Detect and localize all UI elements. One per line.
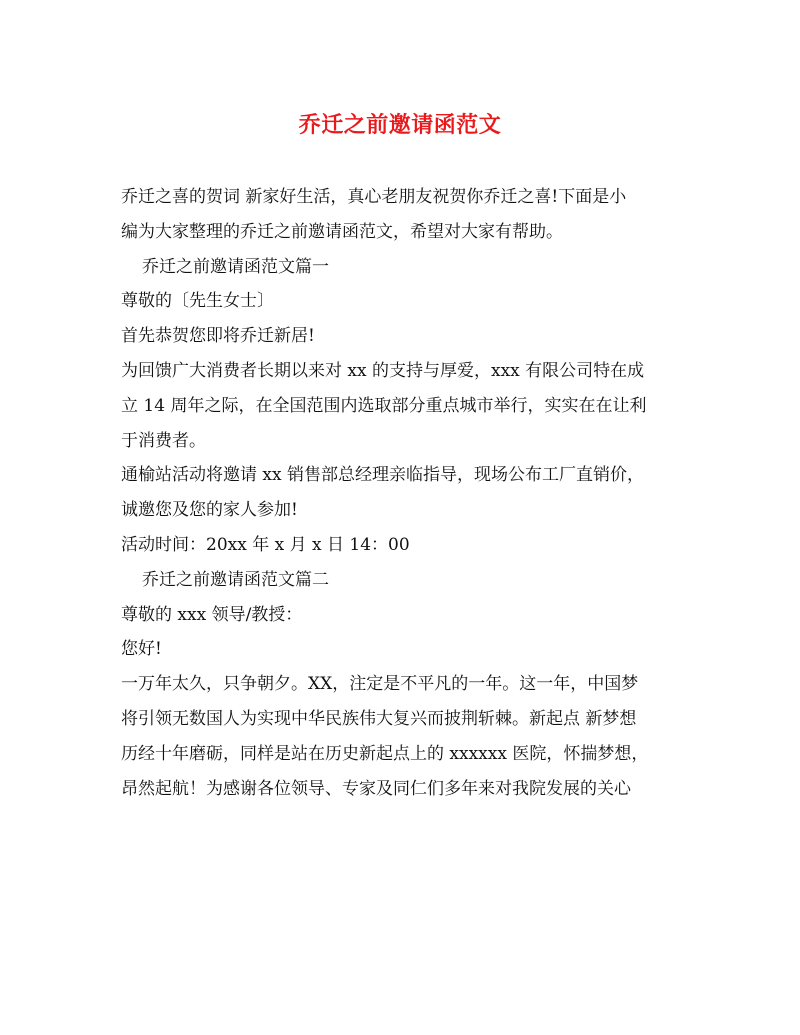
document-body: [121, 180, 693, 806]
paragraph-line: 活动时间：20xx 年 x 月 x 日 14：00: [121, 534, 410, 555]
paragraph-line: 于消费者。: [121, 430, 206, 451]
paragraph-line: 通榆站活动将邀请 xx 销售部总经理亲临指导，现场公布工厂直销价，: [121, 465, 644, 486]
paragraph-line: 编为大家整理的乔迁之前邀请函范文，希望对大家有帮助。: [121, 221, 563, 242]
paragraph-line: 您好!: [121, 639, 162, 660]
paragraph-line: 首先恭贺您即将乔迁新居!: [121, 326, 315, 347]
paragraph-line: 尊敬的〔先生女士〕: [121, 291, 274, 312]
paragraph-line: 将引领无数国人为实现中华民族伟大复兴而披荆斩棘。新起点 新梦想: [121, 708, 637, 729]
section-heading-1: 乔迁之前邀请函范文篇一: [142, 256, 329, 277]
paragraph-line: 尊敬的 xxx 领导/教授：: [121, 604, 303, 625]
paragraph-line: 为回馈广大消费者长期以来对 xx 的支持与厚爱，xxx 有限公司特在成: [121, 360, 645, 381]
paragraph-line: 立 14 周年之际，在全国范围内选取部分重点城市举行，实实在在让利: [121, 395, 647, 416]
paragraph-line: 乔迁之喜的贺词 新家好生活，真心老朋友祝贺你乔迁之喜!下面是小: [121, 187, 627, 207]
document-title: 乔迁之前邀请函范文: [298, 112, 502, 138]
paragraph-line: 昂然起航！为感谢各位领导、专家及同仁们多年来对我院发展的关心: [121, 778, 631, 799]
paragraph-line: 一万年太久，只争朝夕。XX，注定是不平凡的一年。这一年，中国梦: [121, 674, 639, 695]
paragraph-line: 历经十年磨砺，同样是站在历史新起点上的 xxxxxx 医院，怀揣梦想，: [121, 743, 649, 764]
section-heading-2: 乔迁之前邀请函范文篇二: [142, 569, 329, 590]
paragraph-line: 诚邀您及您的家人参加!: [121, 500, 298, 521]
